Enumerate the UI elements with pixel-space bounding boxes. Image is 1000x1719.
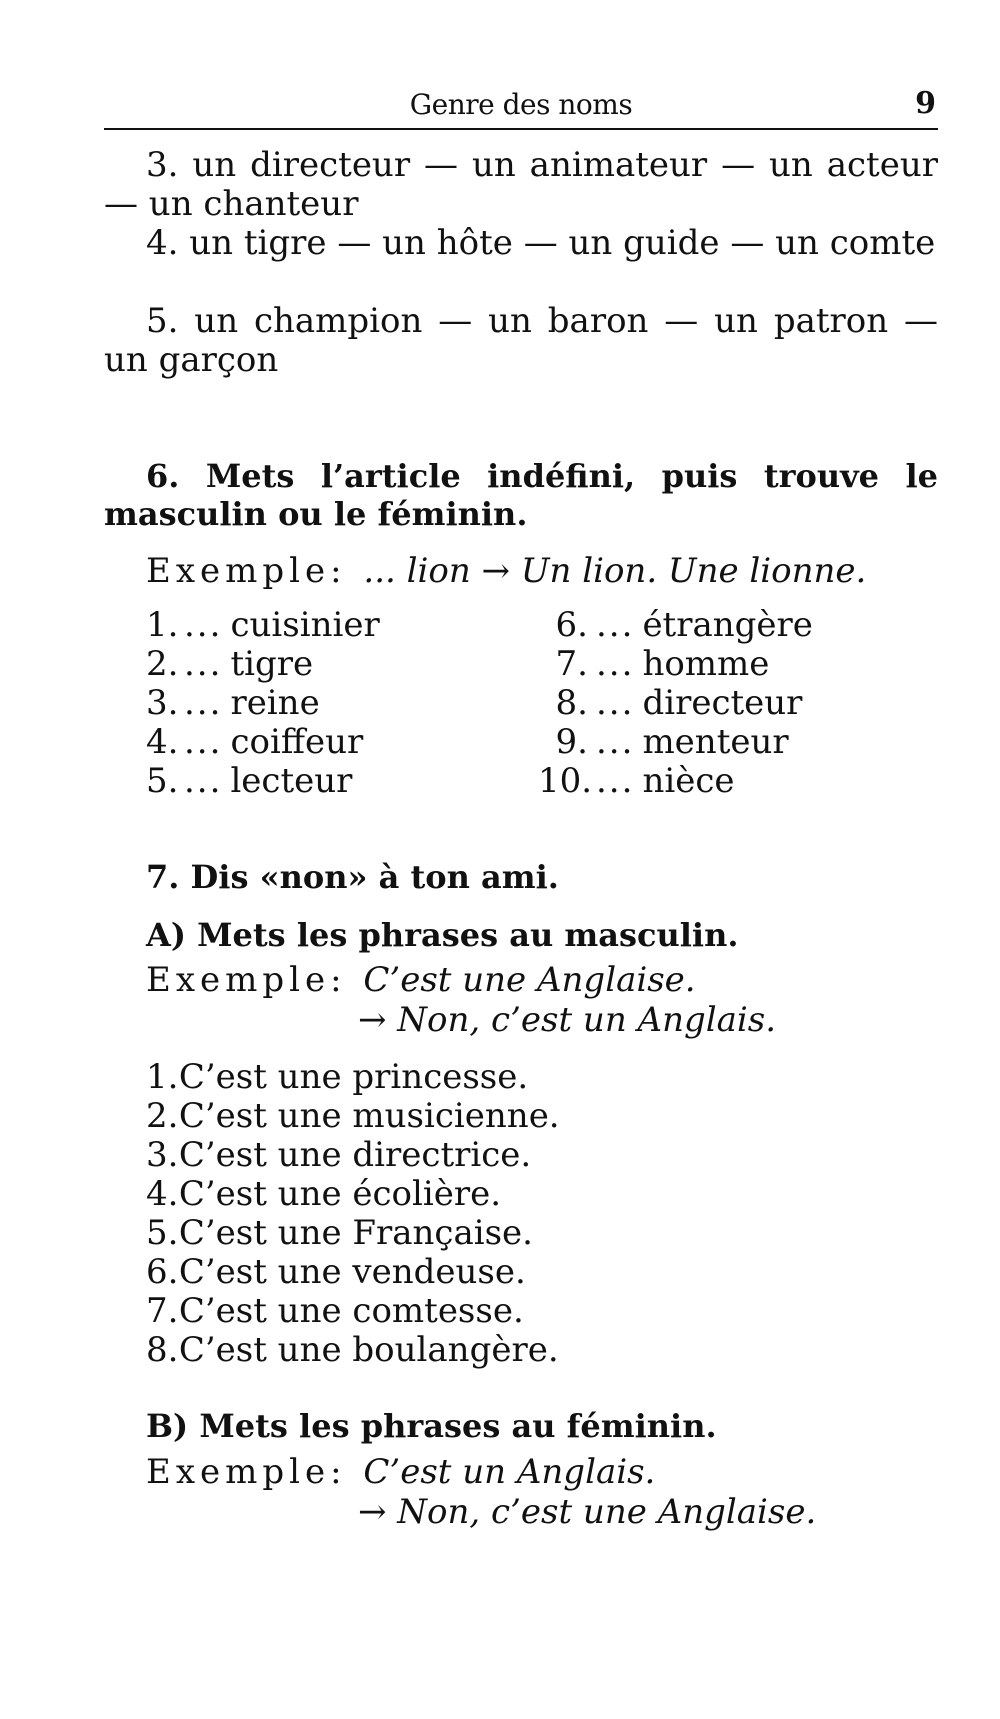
list-item: 5. C’est une Française. — [146, 1213, 533, 1253]
list-item: 7. ... homme — [555, 644, 770, 684]
list-item: 3. ... reine — [146, 683, 320, 723]
exercise-6-title: 6. Mets l’article indéfini, puis trouve le masculin ou le féminin. — [104, 457, 938, 533]
continuation-item-4: 4. un tigre — un hôte — un guide — un comte — [146, 223, 936, 263]
list-item: 4. ... coiffeur — [146, 722, 364, 762]
exercise-7-title: 7. Dis «non» à ton ami. — [146, 858, 559, 896]
continuation-item-3: 3. un directeur — un animateur — un acteur — un chanteur — [104, 145, 938, 224]
example-label: Exemple: — [146, 1452, 347, 1492]
exercise-7a-example-answer: → Non, c’est un Anglais. — [358, 1000, 777, 1040]
list-item: 7. C’est une comtesse. — [146, 1291, 524, 1331]
exercise-6-example — [146, 551, 866, 591]
example-text: C’est un Anglais. — [363, 1452, 656, 1492]
list-item: 9. ... menteur — [555, 722, 789, 762]
list-item: 5. ... lecteur — [146, 761, 353, 801]
exercise-7a-list — [146, 1058, 560, 1370]
list-item: 6. ... étrangère — [555, 605, 813, 645]
running-header — [104, 84, 938, 130]
list-item: 2. C’est une musicienne. — [146, 1096, 560, 1136]
exercise-7b-example-answer: → Non, c’est une Anglaise. — [358, 1492, 817, 1532]
exercise-7b-example — [146, 1452, 655, 1492]
list-item: 10. ... nièce — [538, 761, 735, 801]
list-item: 1. ... cuisinier — [146, 605, 380, 645]
exercise-6-left-list — [146, 606, 380, 801]
exercise-7a-title: A) Mets les phrases au masculin. — [146, 916, 739, 954]
list-item: 8. C’est une boulangère. — [146, 1330, 559, 1370]
exercise-7a-example — [146, 960, 696, 1000]
example-label: Exemple: — [146, 960, 347, 1000]
example-text: ... lion → Un lion. Une lionne. — [363, 551, 867, 591]
list-item: 1. C’est une princesse. — [146, 1057, 529, 1097]
running-title: Genre des noms — [409, 88, 633, 121]
list-item: 2. ... tigre — [146, 644, 314, 684]
list-item: 8. ... directeur — [555, 683, 803, 723]
list-item: 6. C’est une vendeuse. — [146, 1252, 526, 1292]
example-text: C’est une Anglaise. — [363, 960, 696, 1000]
continuation-item-5: 5. un champion — un baron — un patron — un garçon — [104, 301, 938, 380]
exercise-6-right-list — [538, 606, 813, 801]
list-item: 4. C’est une écolière. — [146, 1174, 502, 1214]
example-label: Exemple: — [146, 551, 347, 591]
exercise-7b-title: B) Mets les phrases au féminin. — [146, 1407, 717, 1445]
list-item: 3. C’est une directrice. — [146, 1135, 532, 1175]
page-number: 9 — [915, 86, 936, 121]
